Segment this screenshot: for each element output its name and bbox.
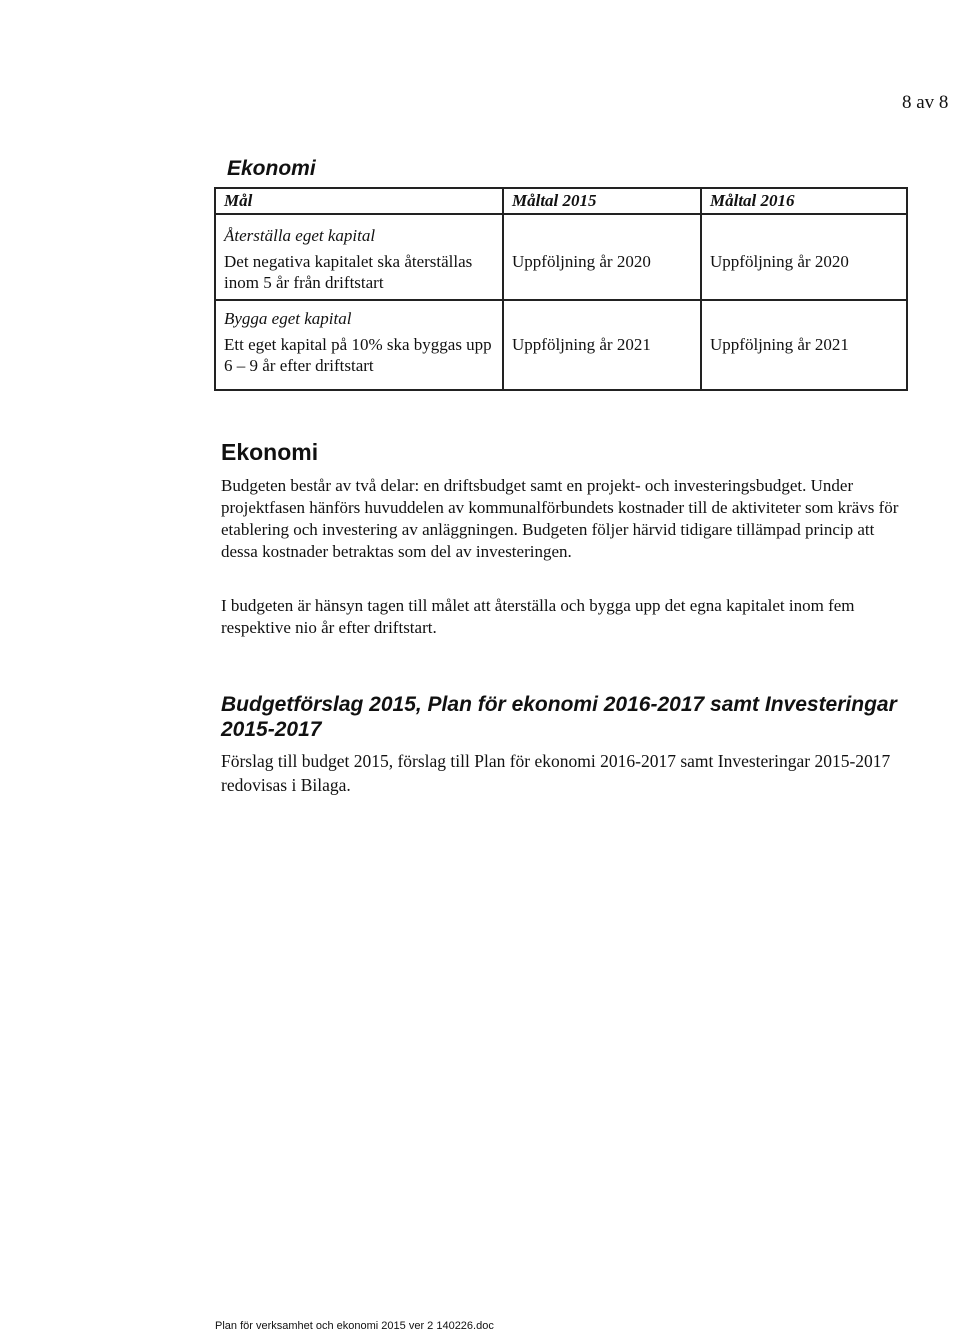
goal-title: Återställa eget kapital [224, 226, 376, 245]
section-heading-ekonomi: Ekonomi [227, 157, 316, 180]
target-2015: Uppföljning år 2021 [512, 335, 651, 354]
paragraph-budget-parts: Budgeten består av två delar: en driftsbudget samt en projekt- och investeringsbudget. Under projektfasen hänförs huvuddelen av kommunalförbundets kostnader till de aktiviteter som krävs för etablering och investering av anläggningen. Budgeten följer härvid tidigare tillämpad princip att dessa kostnader betraktas som del av investeringen. [221, 476, 899, 561]
target-2016: Uppföljning år 2020 [710, 252, 849, 271]
goals-table [214, 187, 908, 391]
header-maltal-2016: Måltal 2016 [710, 191, 795, 210]
table-row [215, 300, 907, 390]
page-number: 8 av 8 [902, 92, 949, 113]
target-2015: Uppföljning år 2020 [512, 252, 651, 271]
goal-title: Bygga eget kapital [224, 309, 352, 328]
paragraph-capital-goal: I budgeten är hänsyn tagen till målet att återställa och bygga upp det egna kapitalet inom fem respektive nio år efter driftstart. [221, 596, 855, 637]
table-row [215, 214, 907, 300]
footer-filename: Plan för verksamhet och ekonomi 2015 ver 2 140226.doc [215, 1320, 494, 1332]
target-2016: Uppföljning år 2021 [710, 335, 849, 354]
goal-description: Det negativa kapitalet ska återställas inom 5 år från driftstart [224, 252, 473, 292]
header-mal: Mål [224, 191, 253, 210]
paragraph-bilaga: Förslag till budget 2015, förslag till Plan för ekonomi 2016-2017 samt Investeringar 2015-2017 redovisas i Bilaga. [221, 751, 891, 795]
section-heading-budgetforslag: Budgetförslag 2015, Plan för ekonomi 2016-2017 samt Investeringar 2015-2017 [221, 693, 897, 741]
header-maltal-2015: Måltal 2015 [512, 191, 597, 210]
table-header-row [215, 188, 907, 214]
goal-description: Ett eget kapital på 10% ska byggas upp 6 – 9 år efter driftstart [224, 335, 492, 375]
section-heading-ekonomi-2: Ekonomi [221, 439, 319, 465]
